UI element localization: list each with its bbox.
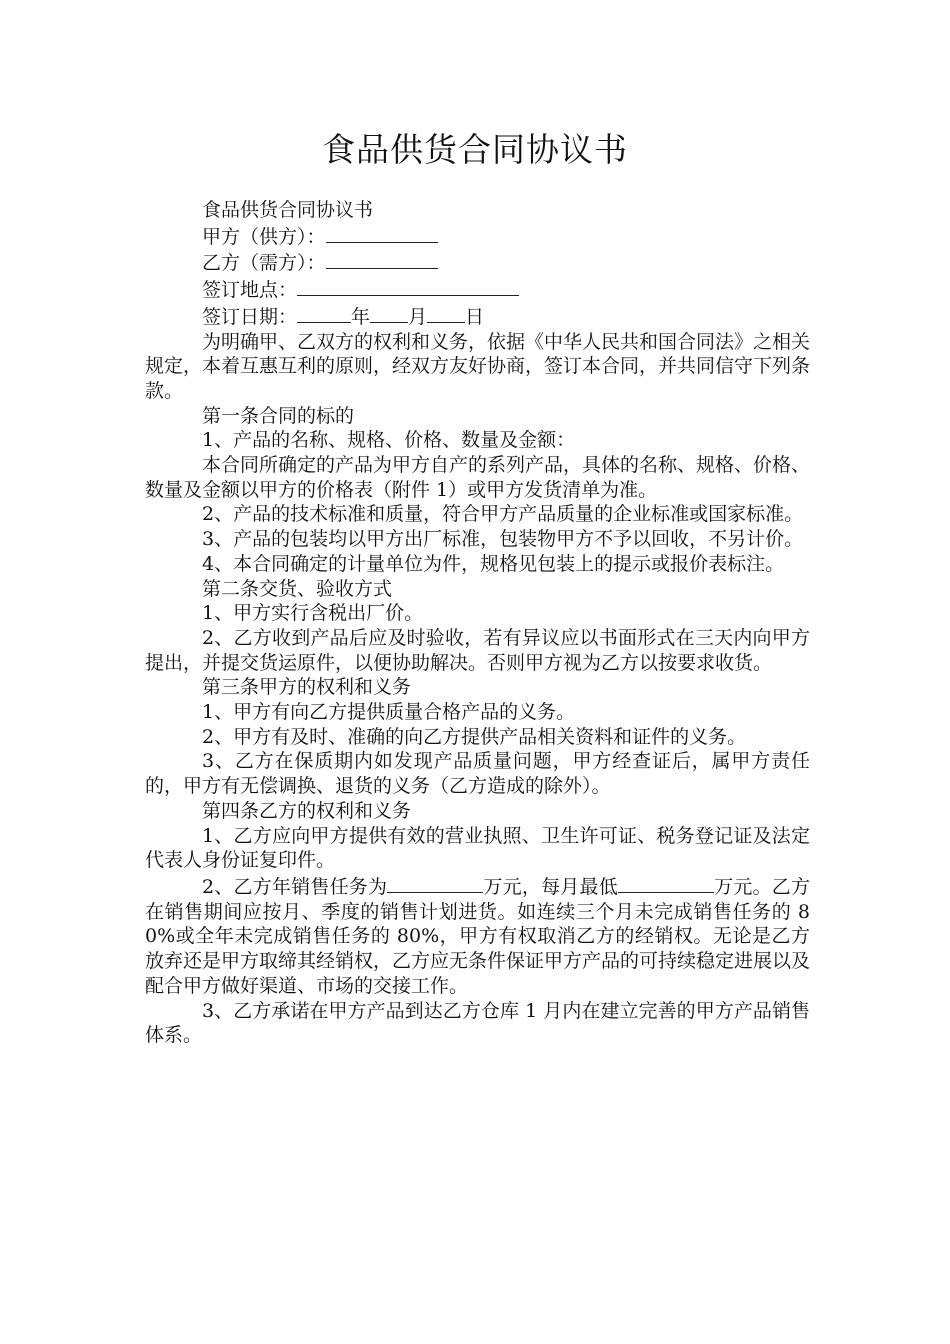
place-line [145, 276, 810, 303]
document-title: 食品供货合同协议书 [322, 130, 628, 169]
date-label: 签订日期： [202, 305, 298, 328]
day-blank[interactable] [427, 303, 465, 323]
subtitle: 食品供货合同协议书 [202, 199, 374, 221]
intro-paragraph: 为明确甲、乙双方的权利和义务，依据《中华人民共和国合同法》之相关规定，本着互惠互利的原则，经双方友好协商，签订本合同，并共同信守下列条款。 [145, 330, 811, 402]
article-1-item-2: 2、产品的技术标准和质量，符合甲方产品质量的企业标准或国家标准。 [202, 503, 804, 526]
article-4-item-3: 3、乙方承诺在甲方产品到达乙方仓库 1 月内在建立完善的甲方产品销售体系。 [145, 999, 810, 1047]
document-body [145, 198, 810, 1048]
article-3-item-2: 2、甲方有及时、准确的向乙方提供产品相关资料和证件的义务。 [202, 725, 747, 748]
article-1-item-1: 1、产品的名称、规格、价格、数量及金额： [202, 429, 576, 452]
year-label: 年 [351, 305, 371, 328]
article-3-item-1: 1、甲方有向乙方提供质量合格产品的义务。 [202, 701, 576, 724]
article-4-item-1: 1、乙方应向甲方提供有效的营业执照、卫生许可证、税务登记证及法定代表人身份证复印件。 [145, 824, 810, 872]
year-blank[interactable] [297, 303, 351, 323]
article-2-item-1: 1、甲方实行含税出厂价。 [202, 602, 424, 625]
date-line [145, 303, 810, 330]
article-2-heading: 第二条交货、验收方式 [202, 577, 393, 600]
article-4-item-2: 2、乙方年销售任务为 万元，每月最低 万元。乙方在销售期间应按月、季度的销售计划进货。如连续三个月未完成销售任务的 80%或全年未完成销售任务的 80%，甲方有权取消乙方的经销权。无论是乙方放弃还是甲方取缔其经销权，乙方应无条件保证甲方产品的可持续稳定进展以及配合甲方做好渠道、市场的交接工作。 [145, 873, 810, 999]
article-2-item-2: 2、乙方收到产品后应及时验收，若有异议应以书面形式在三天内向甲方提出，并提交货运原件，以便协助解决。否则甲方视为乙方以按要求收货。 [145, 626, 810, 674]
monthly-minimum-blank[interactable] [618, 873, 714, 893]
annual-target-blank[interactable] [387, 873, 483, 893]
party-b-label: 乙方（需方）： [202, 252, 326, 275]
party-b-blank[interactable] [326, 249, 438, 269]
place-label: 签订地点： [202, 279, 298, 302]
article-1-heading: 第一条合同的标的 [202, 404, 355, 427]
place-blank[interactable] [297, 276, 519, 296]
article-3-item-3: 3、乙方在保质期内如发现产品质量问题，甲方经查证后，属甲方责任的，甲方有无偿调换、退货的义务（乙方造成的除外）。 [145, 750, 810, 798]
party-a-blank[interactable] [326, 223, 438, 243]
day-label: 日 [465, 305, 485, 328]
article-4-heading: 第四条乙方的权利和义务 [202, 799, 412, 822]
article-1-item-4: 4、本合同确定的计量单位为件，规格见包装上的提示或报价表标注。 [202, 552, 785, 575]
party-b-line [145, 249, 810, 276]
article-1-item-3: 3、产品的包装均以甲方出厂标准，包装物甲方不予以回收，不另计价。 [202, 528, 804, 551]
month-blank[interactable] [370, 303, 408, 323]
party-a-label: 甲方（供方）： [202, 225, 326, 248]
article-1-paragraph: 本合同所确定的产品为甲方自产的系列产品，具体的名称、规格、价格、数量及金额以甲方的价格表（附件 1）或甲方发货清单为准。 [145, 454, 811, 501]
article-3-heading: 第三条甲方的权利和义务 [202, 676, 412, 699]
month-label: 月 [408, 305, 428, 328]
party-a-line [145, 223, 810, 250]
